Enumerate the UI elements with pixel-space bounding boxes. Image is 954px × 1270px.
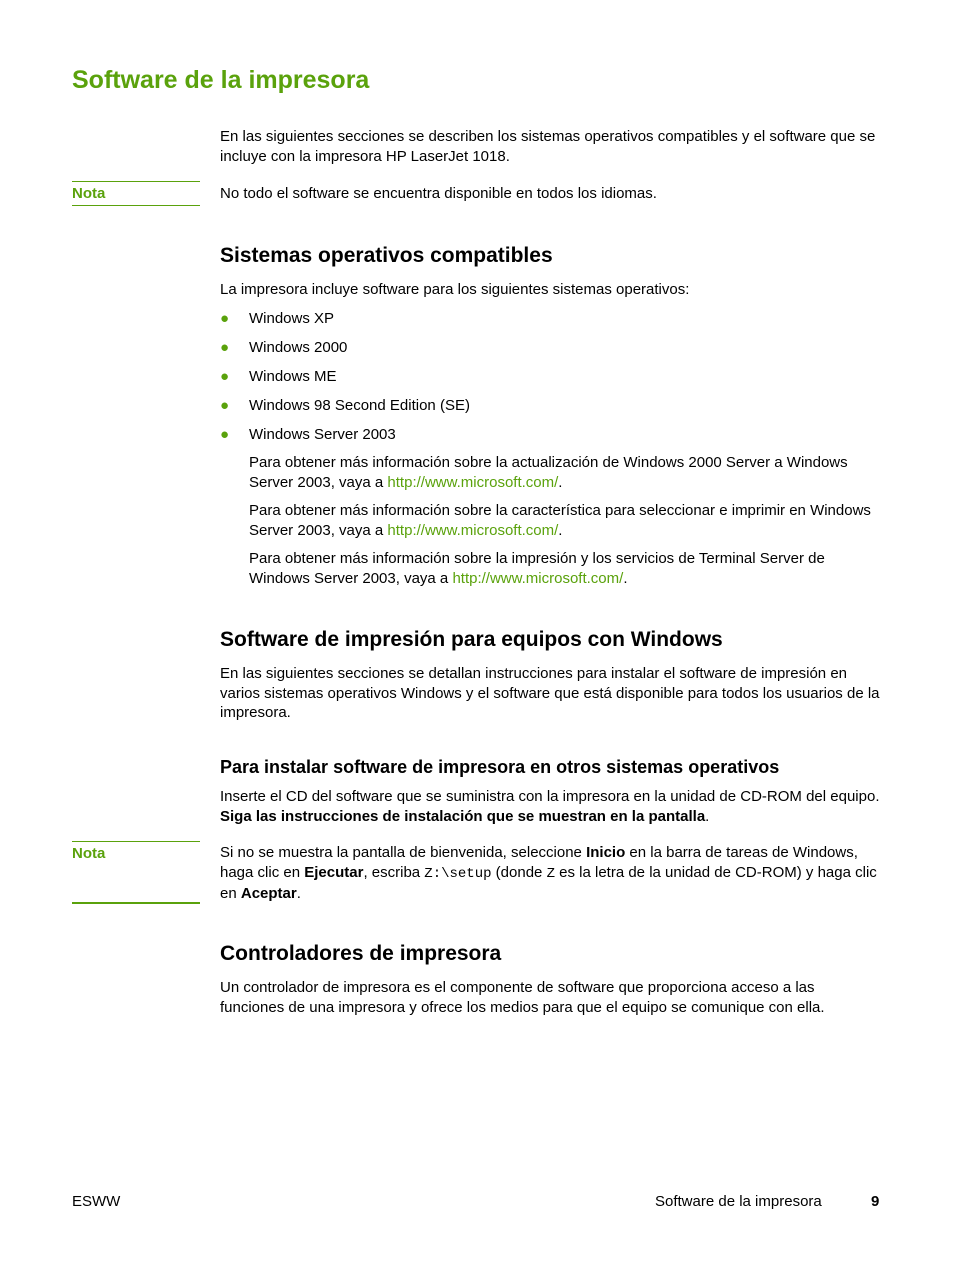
section-heading-os: Sistemas operativos compatibles bbox=[220, 244, 553, 267]
note-text: No todo el software se encuentra disponible en todos los idiomas. bbox=[220, 185, 657, 202]
list-item: Windows ME bbox=[249, 368, 337, 385]
list-item: Windows 2000 bbox=[249, 339, 348, 356]
page-title: Software de la impresora bbox=[72, 66, 370, 94]
note-top-rule bbox=[72, 181, 200, 182]
footer-section: Software de la impresora bbox=[655, 1193, 822, 1210]
microsoft-link[interactable]: http://www.microsoft.com/ bbox=[452, 569, 624, 587]
drivers-paragraph: Un controlador de impresora es el componente de software que proporciona acceso a las funciones de una impresora y ofrece los medios para que el equipo se comunique con ella. bbox=[220, 979, 825, 1016]
section-heading-drivers: Controladores de impresora bbox=[220, 942, 502, 965]
code-setup: Z:\setup bbox=[424, 865, 492, 882]
info-paragraph: Para obtener más información sobre la actualización de Windows 2000 Server a Windows Server 2003, vaya a http://www.microsoft.com/. bbox=[249, 454, 848, 491]
note-top-rule bbox=[72, 841, 200, 842]
bullet-icon: ● bbox=[220, 368, 230, 385]
note-text: Si no se muestra la pantalla de bienvenida, seleccione Inicio en la barra de tareas de Windows, haga clic en Ejecutar, escriba Z:\setup (donde Z es la letra de la unidad de CD-ROM) y haga clic en Aceptar. bbox=[220, 844, 877, 902]
software-paragraph: En las siguientes secciones se detallan instrucciones para instalar el software de impresión en varios sistemas operativos Windows y el software que está disponible para todos los usuarios de la impresora. bbox=[220, 665, 880, 721]
list-item: Windows Server 2003 bbox=[249, 426, 396, 443]
note-bottom-rule bbox=[72, 205, 200, 206]
footer-left: ESWW bbox=[72, 1193, 121, 1210]
os-lead: La impresora incluye software para los siguientes sistemas operativos: bbox=[220, 281, 690, 298]
note-bottom-rule bbox=[72, 902, 200, 904]
page-number: 9 bbox=[871, 1193, 880, 1210]
code-drive: Z bbox=[546, 865, 555, 882]
bullet-icon: ● bbox=[220, 310, 230, 327]
install-paragraph: Inserte el CD del software que se suministra con la impresora en la unidad de CD-ROM del equipo. Siga las instrucciones de instalación que se muestran en la pantalla. bbox=[220, 788, 880, 825]
section-heading-software: Software de impresión para equipos con Windows bbox=[220, 628, 723, 651]
info-paragraph: Para obtener más información sobre la impresión y los servicios de Terminal Server de Windows Server 2003, vaya a http://www.microsoft.com/. bbox=[249, 550, 825, 587]
note-label: Nota bbox=[72, 185, 106, 202]
info-paragraph: Para obtener más información sobre la característica para seleccionar e imprimir en Windows Server 2003, vaya a http://www.microsoft.com/. bbox=[249, 502, 871, 539]
section-heading-install: Para instalar software de impresora en otros sistemas operativos bbox=[220, 757, 780, 777]
intro-paragraph: En las siguientes secciones se describen los sistemas operativos compatibles y el software que se incluye con la impresora HP LaserJet 1018. bbox=[220, 128, 876, 165]
list-item: Windows XP bbox=[249, 310, 335, 327]
microsoft-link[interactable]: http://www.microsoft.com/ bbox=[387, 473, 559, 491]
bullet-icon: ● bbox=[220, 426, 230, 443]
microsoft-link[interactable]: http://www.microsoft.com/ bbox=[387, 521, 559, 539]
note-label: Nota bbox=[72, 845, 106, 862]
bullet-icon: ● bbox=[220, 397, 230, 414]
bullet-icon: ● bbox=[220, 339, 230, 356]
list-item: Windows 98 Second Edition (SE) bbox=[249, 397, 470, 414]
